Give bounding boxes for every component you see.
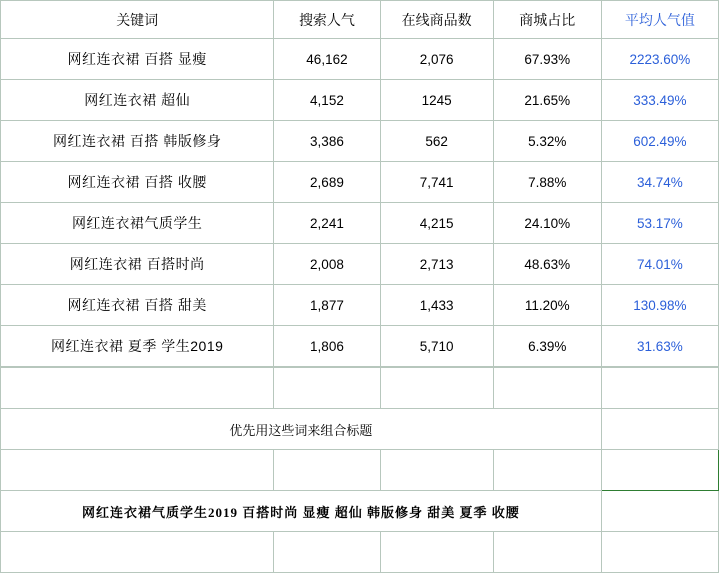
combined-title-text[interactable]: 网红连衣裙气质学生2019 百搭时尚 显瘦 超仙 韩版修身 甜美 夏季 收腰 (1, 491, 602, 532)
spacer-row (1, 450, 719, 491)
table-row (1, 285, 719, 326)
lower-sheet-area (0, 367, 719, 573)
column-header-mall-share: 商城占比 (493, 1, 601, 39)
cell-online-items: 7,741 (380, 162, 493, 203)
cell-avg-popularity: 31.63% (601, 326, 718, 367)
empty-cell[interactable] (493, 450, 601, 491)
selected-cell[interactable] (601, 450, 718, 491)
empty-cell[interactable] (601, 409, 718, 450)
empty-cell[interactable] (493, 368, 601, 409)
empty-cell[interactable] (601, 368, 718, 409)
cell-keyword: 网红连衣裙气质学生 (1, 203, 274, 244)
cell-avg-popularity: 130.98% (601, 285, 718, 326)
cell-popularity: 1,877 (274, 285, 380, 326)
cell-popularity: 46,162 (274, 39, 380, 80)
note-text[interactable]: 优先用这些词来组合标题 (1, 409, 602, 450)
table-row (1, 326, 719, 367)
empty-cell[interactable] (380, 368, 493, 409)
spacer-row (1, 368, 719, 409)
cell-avg-popularity: 53.17% (601, 203, 718, 244)
column-header-keyword: 关键词 (1, 1, 274, 39)
cell-online-items: 1245 (380, 80, 493, 121)
empty-cell[interactable] (1, 450, 274, 491)
column-header-popularity: 搜索人气 (274, 1, 380, 39)
table-row (1, 80, 719, 121)
empty-cell[interactable] (274, 368, 380, 409)
empty-cell[interactable] (601, 491, 718, 532)
cell-mall-share: 5.32% (493, 121, 601, 162)
empty-cell[interactable] (601, 532, 718, 573)
cell-keyword: 网红连衣裙 夏季 学生2019 (1, 326, 274, 367)
cell-avg-popularity: 74.01% (601, 244, 718, 285)
empty-cell[interactable] (380, 532, 493, 573)
table-header-row (1, 1, 719, 39)
cell-popularity: 2,241 (274, 203, 380, 244)
cell-mall-share: 48.63% (493, 244, 601, 285)
cell-online-items: 4,215 (380, 203, 493, 244)
cell-keyword: 网红连衣裙 百搭 甜美 (1, 285, 274, 326)
empty-cell[interactable] (493, 532, 601, 573)
table-row (1, 39, 719, 80)
cell-online-items: 1,433 (380, 285, 493, 326)
cell-mall-share: 11.20% (493, 285, 601, 326)
cell-keyword: 网红连衣裙 百搭 显瘦 (1, 39, 274, 80)
cell-mall-share: 21.65% (493, 80, 601, 121)
cell-online-items: 5,710 (380, 326, 493, 367)
empty-cell[interactable] (274, 532, 380, 573)
cell-avg-popularity: 34.74% (601, 162, 718, 203)
cell-mall-share: 67.93% (493, 39, 601, 80)
cell-avg-popularity: 2223.60% (601, 39, 718, 80)
cell-mall-share: 6.39% (493, 326, 601, 367)
cell-popularity: 3,386 (274, 121, 380, 162)
empty-cell[interactable] (274, 450, 380, 491)
cell-online-items: 2,713 (380, 244, 493, 285)
title-row (1, 491, 719, 532)
empty-cell[interactable] (1, 368, 274, 409)
cell-avg-popularity: 333.49% (601, 80, 718, 121)
empty-cell[interactable] (380, 450, 493, 491)
cell-popularity: 2,008 (274, 244, 380, 285)
table-row (1, 203, 719, 244)
cell-keyword: 网红连衣裙 百搭 韩版修身 (1, 121, 274, 162)
column-header-avg-popularity: 平均人气值 (601, 1, 718, 39)
cell-mall-share: 24.10% (493, 203, 601, 244)
spacer-row (1, 532, 719, 573)
cell-keyword: 网红连衣裙 百搭时尚 (1, 244, 274, 285)
table-row (1, 244, 719, 285)
note-row (1, 409, 719, 450)
cell-keyword: 网红连衣裙 百搭 收腰 (1, 162, 274, 203)
table-row (1, 162, 719, 203)
table-row (1, 121, 719, 162)
cell-popularity: 1,806 (274, 326, 380, 367)
cell-keyword: 网红连衣裙 超仙 (1, 80, 274, 121)
cell-online-items: 2,076 (380, 39, 493, 80)
cell-mall-share: 7.88% (493, 162, 601, 203)
cell-online-items: 562 (380, 121, 493, 162)
cell-popularity: 4,152 (274, 80, 380, 121)
empty-cell[interactable] (1, 532, 274, 573)
column-header-online-items: 在线商品数 (380, 1, 493, 39)
cell-avg-popularity: 602.49% (601, 121, 718, 162)
cell-popularity: 2,689 (274, 162, 380, 203)
